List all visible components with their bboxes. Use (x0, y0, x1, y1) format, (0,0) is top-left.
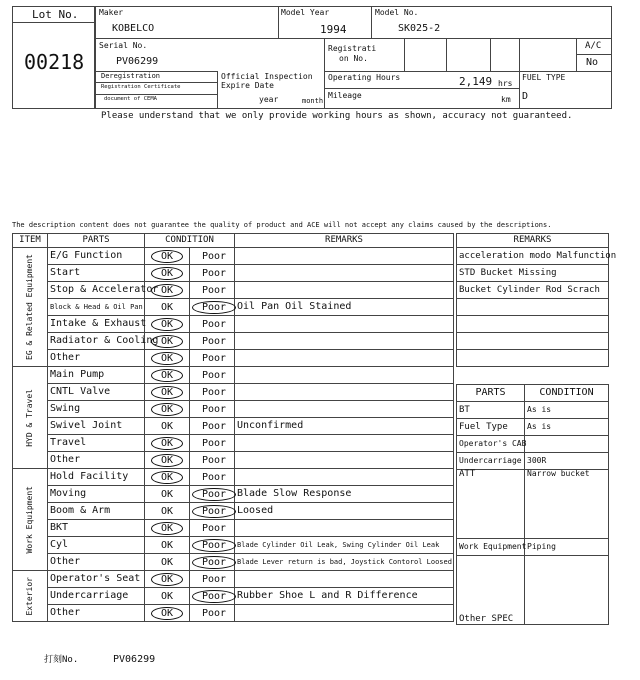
cema-label: document of CEMA (104, 96, 157, 102)
condition-poor: Poor (202, 471, 227, 483)
table-row (13, 435, 454, 452)
condition-poor-cell (190, 418, 235, 435)
condition-ok-cell (145, 248, 190, 265)
group-label (13, 469, 48, 571)
table-row (13, 265, 454, 282)
remark-cell (235, 367, 454, 384)
condition-ok: OK (160, 420, 174, 432)
lot-label: Lot No. (32, 8, 79, 21)
condition-ok-circled: OK (151, 267, 183, 280)
part-name: Boom & Arm (48, 503, 145, 520)
table-row (457, 299, 609, 316)
condition-poor-cell (190, 469, 235, 486)
deregistration-label: Deregistration (101, 72, 161, 80)
part-name: Hold Facility (48, 469, 145, 486)
table-row (457, 556, 609, 625)
condition-poor-cell (190, 571, 235, 588)
part-name: Radiator & Cooling (48, 333, 145, 350)
part-name: Intake & Exhaust (48, 316, 145, 333)
condition-ok-circled: OK (151, 284, 183, 297)
ac-label: A/C (585, 41, 602, 51)
remark-cell (235, 316, 454, 333)
hours-notice: Please understand that we only provide working hours as shown, accuracy not guaranteed. (101, 111, 573, 121)
group-label-text: Work Equipment (25, 485, 34, 554)
table-row (13, 452, 454, 469)
condition-poor-cell (190, 316, 235, 333)
side-remark-cell: acceleration modo Malfunction (457, 248, 609, 265)
part-name: Swing (48, 401, 145, 418)
remark-cell: Unconfirmed (235, 418, 454, 435)
table-row (457, 539, 609, 556)
model-year-value: 1994 (320, 23, 347, 36)
remark-cell: Blade Slow Response (235, 486, 454, 503)
condition-ok: OK (160, 505, 174, 517)
condition-ok-cell (145, 571, 190, 588)
year-label: year (259, 95, 279, 104)
condition-ok-cell (145, 605, 190, 622)
condition-ok: OK (160, 556, 174, 568)
serial-label: Serial No. (99, 41, 148, 50)
table-row (13, 248, 454, 265)
condition-poor: Poor (202, 386, 227, 398)
part-name: Other (48, 554, 145, 571)
part-name: Start (48, 265, 145, 282)
part-name: BKT (48, 520, 145, 537)
table-row (13, 418, 454, 435)
part-name: Moving (48, 486, 145, 503)
remark-cell (235, 469, 454, 486)
table-row (457, 436, 609, 453)
part-name: Stop & Accelerator (48, 282, 145, 299)
maker-value: KOBELCO (112, 23, 155, 34)
condition-ok-cell (145, 520, 190, 537)
condition-poor-cell (190, 333, 235, 350)
condition-poor-circled: Poor (192, 301, 236, 314)
table-row (13, 503, 454, 520)
condition-poor: Poor (202, 284, 227, 296)
header-item: ITEM (13, 234, 48, 248)
table-row (457, 470, 609, 539)
remark-cell (235, 248, 454, 265)
part-name: Main Pump (48, 367, 145, 384)
condition-poor-circled: Poor (192, 556, 236, 569)
table-row (13, 333, 454, 350)
serial-value: PV06299 (116, 56, 159, 67)
condition-poor-cell (190, 435, 235, 452)
condition-ok-cell (145, 333, 190, 350)
condition-poor-cell (190, 401, 235, 418)
side-condition-cell: As is (525, 419, 609, 436)
condition-poor: Poor (202, 318, 227, 330)
condition-poor: Poor (202, 403, 227, 415)
condition-ok-cell (145, 401, 190, 418)
condition-poor-cell (190, 282, 235, 299)
side-part-cell: ATT (457, 470, 525, 539)
table-row (457, 316, 609, 333)
table-row (457, 419, 609, 436)
remark-cell: Rubber Shoe L and R Difference (235, 588, 454, 605)
group-label (13, 571, 48, 622)
stamp-label: 打刻No. (44, 655, 79, 665)
condition-ok-circled: OK (151, 386, 183, 399)
table-row (13, 588, 454, 605)
condition-poor-cell (190, 265, 235, 282)
group-label-text: Exterior (25, 576, 34, 616)
registration-label-2: on No. (339, 54, 368, 63)
condition-poor-cell (190, 384, 235, 401)
condition-poor-cell (190, 367, 235, 384)
disclaimer: The description content does not guarantee the quality of product and ACE will not accept any claims caused by the descriptions. (12, 221, 552, 229)
condition-poor-circled: Poor (192, 539, 236, 552)
remark-cell (235, 605, 454, 622)
table-row (13, 554, 454, 571)
condition-ok-cell (145, 282, 190, 299)
side-parts-table (456, 384, 609, 625)
condition-ok-circled: OK (151, 250, 183, 263)
condition-ok: OK (160, 590, 174, 602)
condition-poor: Poor (202, 437, 227, 449)
condition-ok-circled: OK (151, 454, 183, 467)
condition-poor-cell (190, 452, 235, 469)
remark-cell: Blade Cylinder Oil Leak, Swing Cylinder Oil Leak (235, 537, 454, 554)
part-name: Swivel Joint (48, 418, 145, 435)
table-row (457, 333, 609, 350)
reg-cert-label: Registration Certificate (101, 84, 181, 90)
condition-ok-circled: OK (151, 335, 183, 348)
fuel-type-value: D (522, 91, 529, 102)
side-remark-cell (457, 350, 609, 367)
inspection-label-2: Expire Date (221, 81, 274, 90)
condition-ok-circled: OK (151, 471, 183, 484)
remark-cell (235, 282, 454, 299)
condition-poor-circled: Poor (192, 590, 236, 603)
month-label: month (302, 97, 324, 105)
condition-ok-cell (145, 299, 190, 316)
condition-ok: OK (160, 488, 174, 500)
model-year-label: Model Year (281, 8, 330, 17)
condition-ok-cell (145, 503, 190, 520)
condition-ok-cell (145, 367, 190, 384)
side-part-cell: Undercarriage (457, 453, 525, 470)
condition-poor: Poor (202, 352, 227, 364)
remark-cell (235, 401, 454, 418)
side-parts-header: PARTS (457, 385, 525, 402)
hrs-label: hrs (498, 79, 513, 88)
part-name: Block & Head & Oil Pan (48, 299, 145, 316)
part-name: Other (48, 350, 145, 367)
table-row (13, 384, 454, 401)
model-no-label: Model No. (375, 8, 419, 17)
remark-cell (235, 452, 454, 469)
condition-ok-cell (145, 469, 190, 486)
condition-ok-cell (145, 350, 190, 367)
remark-cell: Oil Pan Oil Stained (235, 299, 454, 316)
condition-ok-cell (145, 384, 190, 401)
condition-poor-cell (190, 520, 235, 537)
condition-poor-circled: Poor (192, 488, 236, 501)
table-row (457, 453, 609, 470)
table-row (13, 469, 454, 486)
side-part-cell: Other SPEC (457, 556, 525, 625)
condition-ok-circled: OK (151, 607, 183, 620)
table-row (13, 401, 454, 418)
condition-ok-circled: OK (151, 437, 183, 450)
table-row (13, 299, 454, 316)
side-remark-cell (457, 299, 609, 316)
condition-ok-circled: OK (151, 352, 183, 365)
condition-poor: Poor (202, 454, 227, 466)
table-row (457, 350, 609, 367)
table-row (457, 248, 609, 265)
model-no-value: SK025-2 (398, 23, 441, 34)
side-condition-cell: 300R (525, 453, 609, 470)
part-name: Other (48, 605, 145, 622)
side-part-cell: Work Equipment (457, 539, 525, 556)
table-row (13, 367, 454, 384)
remark-cell (235, 435, 454, 452)
side-condition-cell: As is (525, 402, 609, 419)
condition-poor: Poor (202, 369, 227, 381)
group-label (13, 367, 48, 469)
table-row (457, 282, 609, 299)
condition-ok-circled: OK (151, 573, 183, 586)
part-name: Operator's Seat (48, 571, 145, 588)
condition-poor-cell (190, 299, 235, 316)
part-name: E/G Function (48, 248, 145, 265)
condition-ok: OK (160, 539, 174, 551)
lot-number: 00218 (24, 50, 85, 74)
km-label: km (501, 95, 511, 104)
condition-poor: Poor (202, 267, 227, 279)
table-row (13, 537, 454, 554)
remark-cell: Loosed (235, 503, 454, 520)
condition-poor-cell (190, 248, 235, 265)
header-condition: CONDITION (145, 234, 235, 248)
side-condition-cell: Narrow bucket (525, 470, 609, 539)
table-row (457, 265, 609, 282)
table-row (13, 316, 454, 333)
fuel-type-label: FUEL TYPE (522, 73, 566, 82)
condition-ok: OK (160, 301, 174, 313)
condition-poor-cell (190, 605, 235, 622)
condition-ok-cell (145, 435, 190, 452)
operating-hours-value: 2,149 (459, 75, 493, 88)
side-remarks-header: REMARKS (457, 234, 609, 248)
remark-cell (235, 333, 454, 350)
condition-ok-circled: OK (151, 369, 183, 382)
condition-poor-cell (190, 503, 235, 520)
condition-poor-cell (190, 554, 235, 571)
condition-ok-circled: OK (151, 522, 183, 535)
side-condition-cell (525, 556, 609, 625)
remark-cell (235, 265, 454, 282)
condition-poor-cell (190, 350, 235, 367)
condition-poor-cell (190, 537, 235, 554)
side-remark-cell: STD Bucket Missing (457, 265, 609, 282)
remark-cell (235, 520, 454, 537)
inspection-table (12, 233, 454, 622)
header-remarks: REMARKS (235, 234, 454, 248)
side-condition-cell: Piping (525, 539, 609, 556)
side-condition-header: CONDITION (525, 385, 609, 402)
remark-cell (235, 571, 454, 588)
condition-ok-circled: OK (151, 318, 183, 331)
part-name: Undercarriage (48, 588, 145, 605)
side-part-cell: Fuel Type (457, 419, 525, 436)
mileage-label: Mileage (328, 91, 362, 100)
table-row (13, 282, 454, 299)
condition-poor: Poor (202, 420, 227, 432)
condition-poor-circled: Poor (192, 505, 236, 518)
condition-ok-cell (145, 452, 190, 469)
part-name: Other (48, 452, 145, 469)
condition-ok-cell (145, 588, 190, 605)
condition-poor: Poor (202, 250, 227, 262)
side-remark-cell: Bucket Cylinder Rod Scrach (457, 282, 609, 299)
side-remark-cell (457, 333, 609, 350)
remark-cell (235, 384, 454, 401)
condition-ok-cell (145, 554, 190, 571)
part-name: Travel (48, 435, 145, 452)
part-name: Cyl (48, 537, 145, 554)
condition-poor: Poor (202, 573, 227, 585)
condition-poor: Poor (202, 522, 227, 534)
inspection-label-1: Official Inspection (221, 72, 313, 81)
table-row (13, 520, 454, 537)
condition-ok-cell (145, 537, 190, 554)
header-parts: PARTS (48, 234, 145, 248)
table-row (13, 350, 454, 367)
condition-poor-cell (190, 486, 235, 503)
maker-label: Maker (99, 8, 124, 17)
side-part-cell: Operator's CAB (457, 436, 525, 453)
condition-poor-cell (190, 588, 235, 605)
table-row (457, 402, 609, 419)
ac-value: No (586, 57, 599, 68)
condition-poor: Poor (202, 335, 227, 347)
side-remark-cell (457, 316, 609, 333)
condition-ok-circled: OK (151, 403, 183, 416)
operating-hours-label: Operating Hours (328, 73, 401, 82)
side-remarks-table (456, 233, 617, 367)
group-label-text: EG & Related Equipment (25, 254, 34, 360)
registration-label-1: Registrati (328, 44, 377, 53)
side-part-cell: BT (457, 402, 525, 419)
group-label-text: HYD & Travel (25, 388, 34, 447)
group-label (13, 248, 48, 367)
table-row (13, 486, 454, 503)
condition-ok-cell (145, 418, 190, 435)
remark-cell (235, 350, 454, 367)
table-row (13, 571, 454, 588)
remark-cell: Blade Lever return is bad, Joystick Contorol Loosed (235, 554, 454, 571)
condition-ok-cell (145, 316, 190, 333)
side-condition-cell (525, 436, 609, 453)
stamp-value: PV06299 (113, 654, 156, 665)
table-row (13, 605, 454, 622)
part-name: CNTL Valve (48, 384, 145, 401)
condition-ok-cell (145, 265, 190, 282)
condition-poor: Poor (202, 607, 227, 619)
condition-ok-cell (145, 486, 190, 503)
